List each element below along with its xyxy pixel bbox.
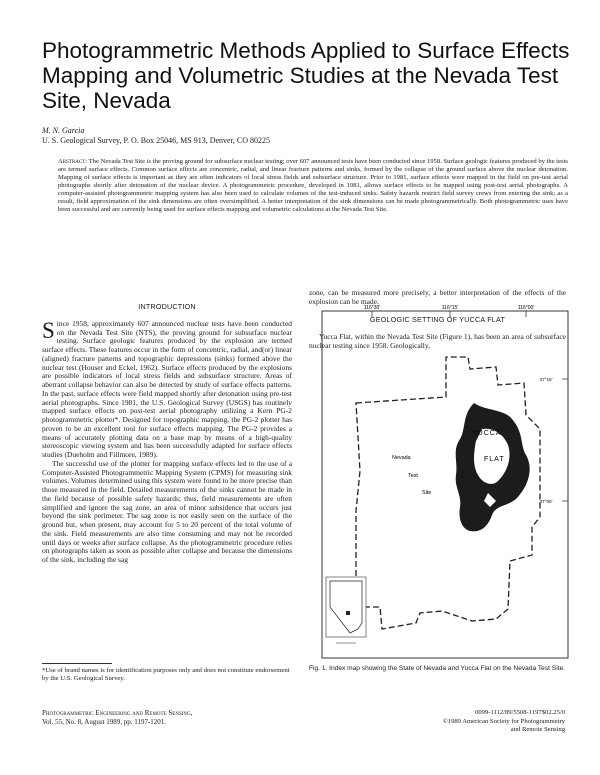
- map-label-site: Site: [422, 490, 432, 496]
- map-label-flat: FLAT: [484, 456, 505, 463]
- journal-volume: Vol. 55, No. 8, August 1989, pp. 1197-1201.: [42, 718, 167, 726]
- journal-name: Photogrammetric Engineering and Remote Sensing,: [42, 709, 193, 717]
- lon-label: 116°15': [441, 305, 459, 311]
- author-block: [42, 126, 270, 146]
- intro-heading: INTRODUCTION: [138, 302, 196, 311]
- lon-label: 116°00': [517, 305, 535, 311]
- intro-paragraph-1: [42, 317, 292, 460]
- intro-continuation: zone, can be measured more precisely, a better interpretation of the effects of the explosion can be made.: [309, 288, 566, 306]
- lat-label: 37°00': [539, 499, 553, 504]
- abstract-label: Abstract:: [58, 158, 88, 165]
- copyright-line-2: and Remote Sensing: [510, 726, 565, 733]
- geology-heading: GEOLOGIC SETTING OF YUCCA FLAT: [369, 314, 506, 324]
- author-name: M. N. Garcia: [42, 126, 85, 135]
- intro-paragraph-1-text: ince 1958, approximately 607 announced nuclear tests have been conducted on the Nevada Test Site (NTS), the proving ground for subsurface nuclear testing. Surface geologic features produced by the explosion are termed surface effects. These features occur in the form of concentric, radial, and(or) linear (aligned) fracture patterns and topographic depressions (sinks) formed above the nuclear test (Houser and Eckel, 1962). Surface effects produced by the explosions are possible indicators of local stress fields and subsurface structure. Areas of aberrant collapse behavior can also be detected by study of surface effects patterns. In the past, surface effects were field mapped shortly after detonation using pre-test aerial photographs. Since 1981, the U.S. Geological Survey (USGS) has routinely mapped surface effects on post-test aerial photography utilizing a Kern PG-2 photogrammetric plotter*. Designed for topographic mapping, the PG-2 plotter has proven to be an excellent tool for surface effects mapping. The PG-2 provides a means of accurately plotting data on a base map by means of a high-quality stereoscopic viewing system and has been successfully adapted for surface effects studies (Dueholm and Fillmore, 1989).: [42, 318, 292, 459]
- intro-paragraph-2: The successful use of the plotter for mapping surface effects led to the use of a Computer-Assisted Photogrammetric Mapping System (CPMS) for measuring sink volumes. Volumes determined using this system were found to be more precise than those measured in the field. Detailed measurements of the sinks cannot be made in the field because of possible safety hazards; thus, field measurements are often simplified and ignore the sag zone, an area of minor subsidence that occurs just beyond the sink perimeter. The sag zone is not easily seen on the surface of the ground but, when present, may account for 5 to 20 percent of the total volume of the sink. Field measurements are also time consuming and may not be recorded until days or weeks after surface collapse. As the photogrammetric procedure relies on photographs taken as soon as possible after collapse and because the dimensions of the sink, including the sag: [42, 458, 292, 564]
- abstract: [58, 158, 568, 214]
- footnote: *Use of brand names is for identification purposes only and does not constitute endorsement by the U.S. Geological Survey.: [42, 667, 290, 683]
- copyright-block: [360, 709, 565, 735]
- lon-label: 116°30': [363, 305, 381, 311]
- abstract-text: The Nevada Test Site is the proving ground for subsurface nuclear testing; over 607 announced tests have been conducted since 1958. Surface geologic features produced by the tests are termed surface effects. Common surface effects are concentric, radial, and linear fracture patterns and sinks, formed by the collapse of the ground surface above the nuclear detonation. Mapping of surface effects is important as they are often indicators of local stress fields and subsurface structure. Prior to 1981, surface effects were mapped in the field on pre-test aerial photographs shortly after detonation of the nuclear device. A photogrammetric procedure, developed in 1981, allows surface effects to be mapped using post-test aerial photographs. A computer-assisted photogrammetric mapping system has also been used to calculate volumes of the test-induced sinks. Safety hazards restrict field survey crews from entering the sink; as a result, field approximation of the sink dimensions are often oversimplified. A better interpretation of the sink dimensions can be made photogrammetrically. Both photogrammetric uses have been successful and are currently being used for surface effects mapping and volumetric calculations at the Nevada Test Site.: [58, 158, 568, 214]
- map-label-yucca: YUCCA: [472, 430, 502, 437]
- copyright-line-1: ©1989 American Society for Photogrammetry: [442, 717, 565, 725]
- author-affiliation: U. S. Geological Survey, P. O. Box 25046, MS 913, Denver, CO 80225: [42, 136, 271, 145]
- left-column: [42, 303, 292, 565]
- figure-caption: [309, 665, 567, 673]
- figure-1-map: [322, 305, 568, 658]
- geology-paragraph: Yucca Flat, within the Nevada Test Site (Figure 1), has been an area of subsurface nuclear testing since 1958. Geologically,: [309, 332, 566, 350]
- footnote-rule: [42, 663, 112, 664]
- paper-title: Photogrammetric Methods Applied to Surface Effects Mapping and Volumetric Studies at the Nevada Test Site, Nevada: [42, 38, 570, 113]
- journal-citation: [42, 709, 192, 727]
- map-label-test: Test: [408, 473, 418, 479]
- lat-label: 37°15': [539, 377, 553, 382]
- copyright-code: 0099-1112/89/5508-1197$02.25/0: [475, 709, 565, 716]
- caption-text: Index map showing the State of Nevada and Yucca Flat on the Nevada Test Site.: [329, 665, 565, 672]
- map-label-nevada: Nevada: [392, 455, 411, 461]
- caption-label: Fig. 1.: [309, 665, 328, 672]
- inset-site-marker: [346, 611, 350, 615]
- dropcap: S: [42, 317, 55, 343]
